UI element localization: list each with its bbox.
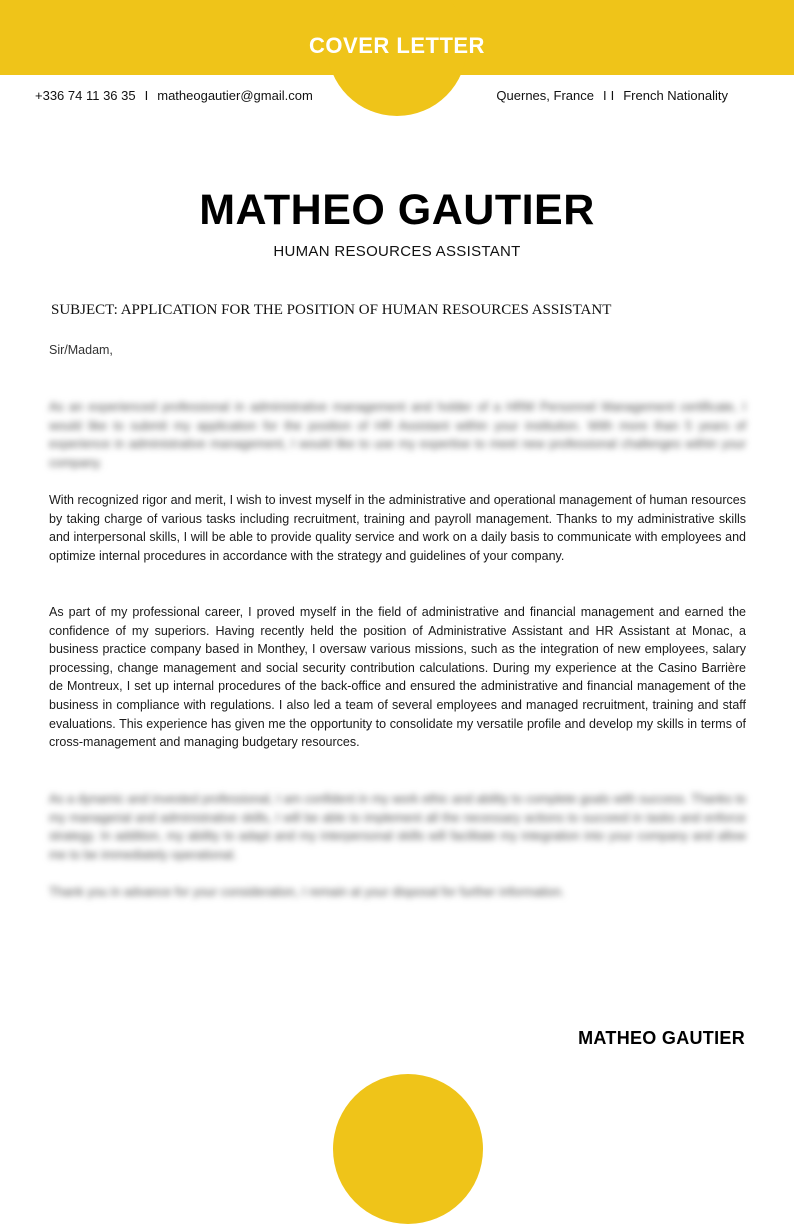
- contact-left: [35, 88, 313, 103]
- applicant-name: MATHEO GAUTIER: [199, 186, 595, 234]
- applicant-job-title: HUMAN RESOURCES ASSISTANT: [273, 243, 521, 260]
- letter-paragraph-2: With recognized rigor and merit, I wish to invest myself in the administrative and operational management of human resources by taking charge of various tasks including recruitment, training and payroll management. Thanks to my administrative skills and interpersonal skills, I will be able to provide quality service and work on a daily basis to communicate with employees and optimize internal procedures in accordance with the strategy and guidelines of your company.: [49, 493, 746, 563]
- separator: I: [610, 88, 615, 103]
- footer-circle-decoration: [333, 1074, 483, 1224]
- contact-right: [496, 88, 728, 103]
- document-title: COVER LETTER: [309, 33, 485, 58]
- letter-paragraph-1: As an experienced professional in administrative management and holder of a HRM Personnel Management certificate, I would like to submit my application for the position of HR Assistant within your institution. With more than 5 years of experience in administrative management, I would like to use my expertise to meet new professional challenges within your company.: [49, 400, 746, 470]
- signature-name: MATHEO GAUTIER: [578, 1028, 745, 1048]
- nationality: French Nationality: [623, 88, 728, 103]
- letter-subject: SUBJECT: APPLICATION FOR THE POSITION OF HUMAN RESOURCES ASSISTANT: [51, 302, 612, 318]
- email-address: matheogautier@gmail.com: [157, 88, 313, 103]
- phone-number: +336 74 11 36 35: [35, 88, 136, 103]
- letter-paragraph-5: Thank you in advance for your consideration, I remain at your disposal for further information.: [49, 885, 565, 899]
- letter-greeting: Sir/Madam,: [49, 343, 113, 357]
- letter-paragraph-3: As part of my professional career, I proved myself in the field of administrative and financial management and earned the confidence of my superiors. Having recently held the position of Administrative Assistant and HR Assistant at Monac, a business practice company based in Monthey, I oversaw various missions, such as the integration of new employees, salary processing, change management and social security contribution calculations. During my experience at the Casino Barrière de Montreux, I set up internal procedures of the back-office and ensured the administrative and financial management of the business in compliance with regulations. I also led a team of several employees and managed recruitment, training and staff evaluations. This experience has given me the opportunity to consolidate my versatile profile and develop my skills in terms of cross-management and managing budgetary resources.: [49, 605, 746, 750]
- letter-paragraph-4: As a dynamic and invested professional, I am confident in my work ethic and ability to complete goals with success. Thanks to my managerial and administrative skills, I will be able to implement all the necessary actions to succeed in tasks and enforce strategy. In addition, my ability to adapt and my interpersonal skills will facilitate my integration into your company and allow me to be immediately operational.: [49, 792, 746, 862]
- location: Quernes, France: [496, 88, 594, 103]
- separator: I: [144, 88, 149, 103]
- separator: I: [602, 88, 607, 103]
